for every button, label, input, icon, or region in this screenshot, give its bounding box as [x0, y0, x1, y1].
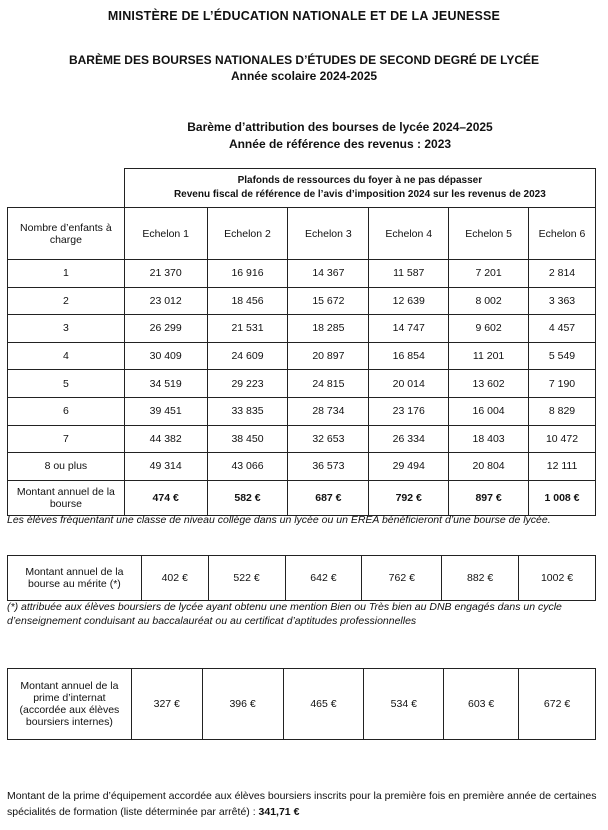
ceiling-value-cell: 38 450 — [207, 425, 288, 453]
internat-value: 396 € — [202, 669, 283, 740]
ceiling-value-cell: 4 457 — [529, 315, 596, 343]
children-count-cell: 2 — [8, 287, 125, 315]
income-ceiling-table — [7, 168, 596, 516]
equipment-text: Montant de la prime d’équipement accordée aux élèves boursiers inscrits pour la première fois en première année de certaines spécialités de formation (liste déterminée par arrêté) : — [7, 790, 597, 818]
amount-cell: 792 € — [369, 480, 449, 515]
table-row — [8, 370, 596, 398]
ceiling-value-cell: 44 382 — [124, 425, 207, 453]
children-count-cell: 4 — [8, 342, 125, 370]
document-title — [0, 52, 608, 84]
echelon-header: Echelon 2 — [207, 208, 288, 260]
ceiling-value-cell: 21 531 — [207, 315, 288, 343]
equipment-amount: 341,71 € — [258, 806, 300, 818]
ministry-heading: MINISTÈRE DE L’ÉDUCATION NATIONALE ET DE LA JEUNESSE — [107, 9, 501, 23]
table-row — [8, 342, 596, 370]
ceiling-value-cell: 8 829 — [529, 397, 596, 425]
ceiling-value-cell: 24 609 — [207, 342, 288, 370]
table-row — [8, 425, 596, 453]
ceiling-value-cell: 13 602 — [449, 370, 529, 398]
merit-value: 762 € — [362, 556, 442, 601]
merit-value: 642 € — [285, 556, 362, 601]
internat-value: 327 € — [131, 669, 202, 740]
ceiling-value-cell: 12 639 — [369, 287, 449, 315]
ceiling-value-cell: 34 519 — [124, 370, 207, 398]
ceiling-value-cell: 23 176 — [369, 397, 449, 425]
amount-cell: 897 € — [449, 480, 529, 515]
children-count-cell: 5 — [8, 370, 125, 398]
ceiling-value-cell: 29 494 — [369, 453, 449, 481]
internat-value: 672 € — [519, 669, 596, 740]
ceiling-value-cell: 15 672 — [288, 287, 369, 315]
ceiling-value-cell: 43 066 — [207, 453, 288, 481]
ceiling-value-cell: 24 815 — [288, 370, 369, 398]
echelon-header: Echelon 6 — [529, 208, 596, 260]
internat-value: 465 € — [283, 669, 364, 740]
ceiling-value-cell: 32 653 — [288, 425, 369, 453]
internat-label: Montant annuel de la prime d’internat (accordée aux élèves boursiers internes) — [8, 669, 132, 740]
echelon-header: Echelon 1 — [124, 208, 207, 260]
merit-value: 882 € — [442, 556, 519, 601]
ceiling-value-cell: 7 201 — [449, 260, 529, 288]
amount-cell: 687 € — [288, 480, 369, 515]
amount-cell: 1 008 € — [529, 480, 596, 515]
caption-line1: Plafonds de ressources du foyer à ne pas dépasser — [237, 175, 483, 186]
merit-note: (*) attribuée aux élèves boursiers de lycée ayant obtenu une mention Bien ou Très bien au DNB engagés dans un cycle d’enseignement conduisant au baccalauréat ou au certificat d’aptitudes professionnelles — [7, 601, 562, 627]
table-row — [8, 453, 596, 481]
ceiling-value-cell: 21 370 — [124, 260, 207, 288]
section-title — [70, 119, 608, 153]
ceiling-value-cell: 10 472 — [529, 425, 596, 453]
ceiling-value-cell: 16 004 — [449, 397, 529, 425]
ceiling-value-cell: 14 747 — [369, 315, 449, 343]
children-count-cell: 7 — [8, 425, 125, 453]
reference-year: Année de référence des revenus : 2023 — [228, 137, 452, 151]
ceiling-value-cell: 26 334 — [369, 425, 449, 453]
ceiling-value-cell: 18 285 — [288, 315, 369, 343]
ceiling-value-cell: 29 223 — [207, 370, 288, 398]
ceiling-value-cell: 16 854 — [369, 342, 449, 370]
college-note: Les élèves fréquentant une classe de niveau collège dans un lycée ou un EREA bénéficieront d’une bourse de lycée. — [7, 514, 551, 526]
children-count-cell: 1 — [8, 260, 125, 288]
ceiling-value-cell: 36 573 — [288, 453, 369, 481]
children-count-cell: 3 — [8, 315, 125, 343]
ceiling-value-cell: 5 549 — [529, 342, 596, 370]
ceiling-value-cell: 28 734 — [288, 397, 369, 425]
merit-label: Montant annuel de la bourse au mérite (*) — [8, 556, 142, 601]
ceiling-value-cell: 39 451 — [124, 397, 207, 425]
ceiling-value-cell: 20 897 — [288, 342, 369, 370]
ceiling-value-cell: 12 111 — [529, 453, 596, 481]
ceiling-value-cell: 11 587 — [369, 260, 449, 288]
ceiling-value-cell: 20 014 — [369, 370, 449, 398]
ceiling-value-cell: 11 201 — [449, 342, 529, 370]
children-count-cell: 6 — [8, 397, 125, 425]
ceiling-value-cell: 49 314 — [124, 453, 207, 481]
echelon-header: Echelon 3 — [288, 208, 369, 260]
amount-cell: 582 € — [207, 480, 288, 515]
ceiling-value-cell: 18 456 — [207, 287, 288, 315]
echelon-header: Echelon 4 — [369, 208, 449, 260]
ceiling-value-cell: 8 002 — [449, 287, 529, 315]
section-title-line1: Barème d’attribution des bourses de lycée 2024–2025 — [187, 120, 493, 134]
children-count-cell: 8 ou plus — [8, 453, 125, 481]
ceiling-value-cell: 14 367 — [288, 260, 369, 288]
merit-value: 1002 € — [519, 556, 596, 601]
ceiling-value-cell: 18 403 — [449, 425, 529, 453]
ceiling-value-cell: 16 916 — [207, 260, 288, 288]
ceiling-value-cell: 26 299 — [124, 315, 207, 343]
merit-table — [7, 555, 596, 601]
amount-row-label: Montant annuel de la bourse — [8, 480, 125, 515]
table-row — [8, 260, 596, 288]
ceiling-value-cell: 3 363 — [529, 287, 596, 315]
ceiling-value-cell: 33 835 — [207, 397, 288, 425]
ceiling-value-cell: 20 804 — [449, 453, 529, 481]
table-row — [8, 287, 596, 315]
document-title-line1: BARÈME DES BOURSES NATIONALES D’ÉTUDES DE SECOND DEGRÉ DE LYCÉE — [68, 53, 540, 67]
table-caption — [124, 169, 595, 208]
ceiling-value-cell: 23 012 — [124, 287, 207, 315]
ceiling-value-cell: 2 814 — [529, 260, 596, 288]
internat-value: 534 € — [364, 669, 444, 740]
ceiling-value-cell: 9 602 — [449, 315, 529, 343]
table-row — [8, 315, 596, 343]
internat-value: 603 € — [444, 669, 519, 740]
merit-value: 522 € — [208, 556, 285, 601]
ceiling-value-cell: 7 190 — [529, 370, 596, 398]
school-year: Année scolaire 2024-2025 — [230, 69, 378, 83]
equipment-premium-note — [7, 788, 605, 820]
merit-value: 402 € — [141, 556, 208, 601]
table-row — [8, 397, 596, 425]
echelon-header: Echelon 5 — [449, 208, 529, 260]
children-column-header: Nombre d’enfants à charge — [8, 208, 125, 260]
caption-line2: Revenu fiscal de référence de l’avis d’imposition 2024 sur les revenus de 2023 — [173, 189, 546, 200]
blank-corner-cell — [8, 169, 125, 208]
amount-cell: 474 € — [124, 480, 207, 515]
ceiling-value-cell: 30 409 — [124, 342, 207, 370]
internat-table — [7, 668, 596, 740]
